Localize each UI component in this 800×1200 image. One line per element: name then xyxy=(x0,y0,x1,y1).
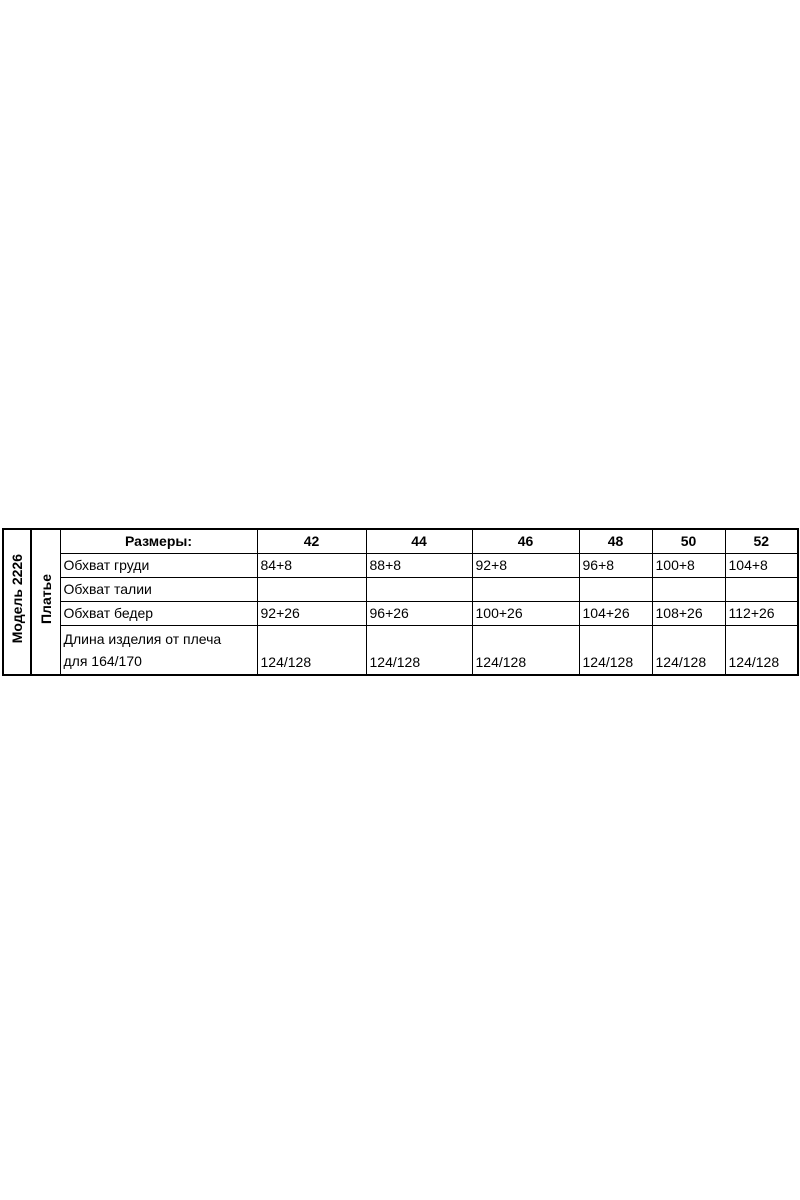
table-row xyxy=(3,554,798,578)
row-label-length xyxy=(60,626,257,676)
table-cell: 124/128 xyxy=(366,626,472,676)
row-label-length-line2: для 164/170 xyxy=(63,653,142,669)
table-cell: 84+8 xyxy=(257,554,366,578)
table-cell: 100+8 xyxy=(652,554,725,578)
model-cell xyxy=(3,529,31,675)
table-cell xyxy=(472,578,579,602)
row-label-hips: Обхват бедер xyxy=(60,602,257,626)
size-header: 50 xyxy=(652,529,725,554)
table-cell: 88+8 xyxy=(366,554,472,578)
table-cell: 108+26 xyxy=(652,602,725,626)
table-cell xyxy=(257,578,366,602)
table-cell: 92+8 xyxy=(472,554,579,578)
table-cell: 124/128 xyxy=(652,626,725,676)
header-row xyxy=(3,529,798,554)
table-cell: 92+26 xyxy=(257,602,366,626)
table-cell xyxy=(366,578,472,602)
table-cell: 104+26 xyxy=(579,602,652,626)
model-label: Модель 2226 xyxy=(9,553,25,644)
table-cell: 96+8 xyxy=(579,554,652,578)
table-cell: 124/128 xyxy=(257,626,366,676)
table-row xyxy=(3,626,798,676)
table-row xyxy=(3,578,798,602)
size-chart-table xyxy=(2,528,799,676)
table-cell xyxy=(579,578,652,602)
table-cell: 104+8 xyxy=(725,554,798,578)
table-row xyxy=(3,602,798,626)
size-header: 42 xyxy=(257,529,366,554)
item-label: Платье xyxy=(37,573,54,624)
size-header: 44 xyxy=(366,529,472,554)
table-cell: 124/128 xyxy=(725,626,798,676)
table-cell xyxy=(725,578,798,602)
table-cell: 124/128 xyxy=(579,626,652,676)
size-header: 52 xyxy=(725,529,798,554)
size-header: 46 xyxy=(472,529,579,554)
row-label-length-line1: Длина изделия от плеча xyxy=(63,631,222,647)
table-cell: 112+26 xyxy=(725,602,798,626)
table-cell: 124/128 xyxy=(472,626,579,676)
table-cell: 96+26 xyxy=(366,602,472,626)
row-label-chest: Обхват груди xyxy=(60,554,257,578)
sizes-label: Размеры: xyxy=(60,529,257,554)
row-label-waist: Обхват талии xyxy=(60,578,257,602)
size-header: 48 xyxy=(579,529,652,554)
table-cell xyxy=(652,578,725,602)
item-cell xyxy=(31,529,60,675)
table-cell: 100+26 xyxy=(472,602,579,626)
